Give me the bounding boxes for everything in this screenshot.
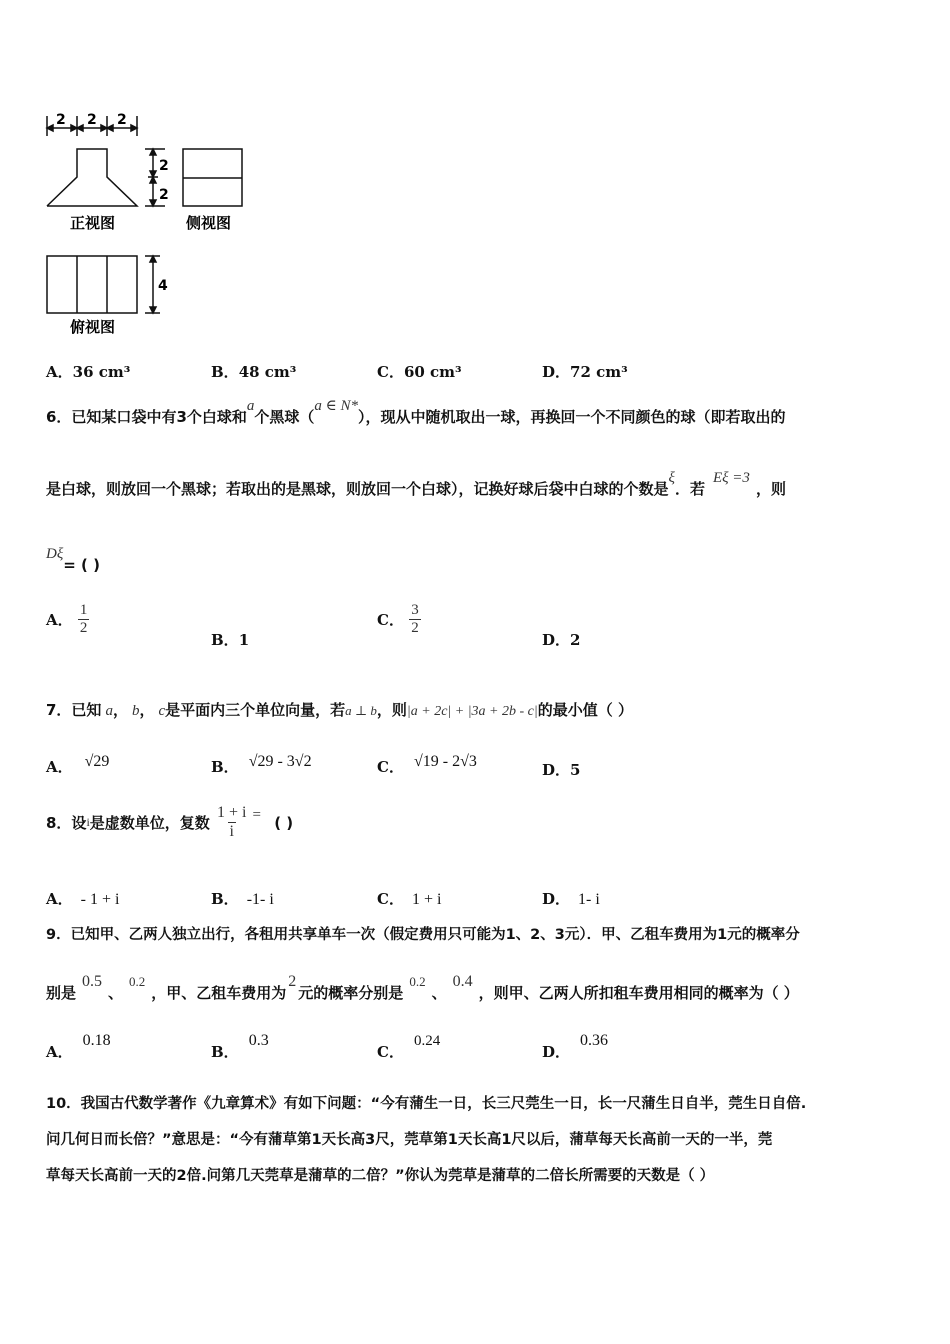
front-view <box>47 149 137 206</box>
q7-perp: a ⊥ b <box>345 703 377 718</box>
q8-numerator: 1 + i <box>217 804 247 821</box>
q6-option-c-letter: C． <box>377 611 404 629</box>
q9-option-c-text: 0.24 <box>413 1033 441 1049</box>
q10-text-1: 10．我国古代数学著作《九章算术》有如下问题：“今有蒲生一日，长三尺莞生一日，长一尺蒲生日自半，莞生日自倍. <box>46 1096 807 1112</box>
q8-option-d-letter: D． <box>542 890 571 908</box>
dim-side-1: 2 <box>159 158 169 174</box>
q7-option-b-text: √29 - 3√2 <box>248 753 312 770</box>
q6-option-b <box>211 629 249 650</box>
q6-condition: a ∈ N* <box>314 398 359 414</box>
q6-option-c-den: 2 <box>411 620 419 636</box>
q7-var-b: b <box>131 703 140 719</box>
side-view <box>183 149 242 206</box>
q9-option-b <box>211 1031 269 1062</box>
q9-text-2c: 元的概率分别是 <box>298 984 404 1002</box>
q5-option-d-text: 72 cm³ <box>570 363 628 381</box>
q9-text-2b: ，甲、乙租车费用为 <box>151 984 287 1002</box>
q9-line-2 <box>46 972 799 1003</box>
q8-option-d <box>542 888 600 909</box>
q10-line-1 <box>46 1092 806 1113</box>
q9-option-a-text: 0.18 <box>82 1032 111 1049</box>
q5-option-c-letter: C． <box>377 363 404 381</box>
dim-top-1: 2 <box>56 112 66 128</box>
q6-xi: ξ <box>668 470 675 486</box>
q9-option-c-letter: C． <box>377 1043 404 1061</box>
q5-option-a-letter: A． <box>46 363 73 381</box>
q6-option-c <box>377 602 421 637</box>
dim-top-view: 4 <box>158 278 168 294</box>
q8-option-c-letter: C． <box>377 890 404 908</box>
q9-option-b-text: 0.3 <box>248 1032 269 1049</box>
q9-text-2d: ，则甲、乙两人所扣租车费用相同的概率为（ ） <box>478 984 799 1002</box>
q5-option-c-text: 60 cm³ <box>403 363 462 381</box>
q7-expression: |a + 2c| + |3a + 2b - c| <box>406 704 538 719</box>
q6-option-b-text: 1 <box>238 631 250 649</box>
q6-text-2a: 是白球，则放回一个黑球；若取出的是黑球，则放回一个白球），记换好球后袋中白球的个数是 <box>46 480 669 498</box>
q6-option-a <box>46 602 89 637</box>
dim-top-2: 2 <box>87 112 97 128</box>
q6-text-1b: 个黑球（ <box>254 408 315 426</box>
q9-option-b-letter: B． <box>211 1043 239 1061</box>
three-view-figure <box>40 108 260 343</box>
q9-option-c <box>377 1031 440 1062</box>
q7-option-c-text: √19 - 2√3 <box>413 753 477 770</box>
q7-option-b-letter: B． <box>211 758 239 776</box>
q8-text-1: 8．设 <box>46 814 87 832</box>
q5-option-d <box>542 361 628 382</box>
q7-text-1: 7．已知 <box>46 701 102 719</box>
q9-option-d-letter: D． <box>542 1043 571 1061</box>
q10-text-2: 问几何日而长倍？”意思是：“今有蒲草第1天长高3尺，莞草第1天长高1尺以后，蒲草每天长高前一天的一半，莞 <box>46 1132 773 1148</box>
q5-option-a-text: 36 cm³ <box>72 363 131 381</box>
dim-side-2: 2 <box>159 187 169 203</box>
q6-text-1a: 6．已知某口袋中有3个白球和 <box>46 408 247 426</box>
q7-option-b <box>211 753 312 777</box>
q7-option-d-text: 5 <box>570 761 581 779</box>
q7-comma-2: ， <box>139 701 155 719</box>
q9-text-1: 9．已知甲、乙两人独立出行，各租用共享单车一次（假定费用只可能为1、2、3元）．甲、乙租车费用为1元的概率分 <box>46 927 800 943</box>
q5-option-c <box>377 361 462 382</box>
q8-option-d-text: 1- i <box>578 891 600 908</box>
q6-option-a-letter: A． <box>46 611 73 629</box>
q10-text-3: 草每天长高前一天的2倍.问第几天莞草是蒲草的二倍？”你认为莞草是蒲草的二倍长所需要的天数是（ ） <box>46 1168 715 1184</box>
q5-option-a <box>46 361 130 382</box>
q7-text-3: ，则 <box>376 701 407 719</box>
q8-option-c <box>377 888 441 909</box>
q6-variance: Dξ <box>46 546 64 562</box>
q9-option-a-letter: A． <box>46 1043 73 1061</box>
q7-var-c: c <box>158 703 166 719</box>
q8-var-i: i <box>86 815 90 829</box>
q9-val-2: 0.2 <box>129 974 146 989</box>
q6-option-c-fraction <box>409 602 421 637</box>
q8-option-b-text: -1- i <box>246 891 274 908</box>
dim-top-3: 2 <box>117 112 127 128</box>
q9-sep-2: 、 <box>431 984 447 1002</box>
q8-option-b-letter: B． <box>211 890 239 908</box>
q5-option-b-letter: B． <box>211 363 239 381</box>
q9-option-d <box>542 1031 608 1062</box>
q6-option-b-letter: B． <box>211 631 239 649</box>
q8-text-2: 是虚数单位，复数 <box>89 814 210 832</box>
q9-text-2a: 别是 <box>46 984 77 1002</box>
q6-text-2c: ，则 <box>755 480 786 498</box>
q7-option-d <box>542 759 580 780</box>
q9-val-1: 0.5 <box>82 973 103 990</box>
q9-val-4: 0.2 <box>409 974 426 989</box>
q10-line-3 <box>46 1164 714 1185</box>
q6-option-d-text: 2 <box>570 631 581 649</box>
q7-text-2: 是平面内三个单位向量，若 <box>165 701 346 719</box>
q7-option-d-letter: D． <box>542 761 571 779</box>
q6-text-2b: ．若 <box>674 480 705 498</box>
q9-val-3: 2 <box>288 973 297 990</box>
q6-option-a-den: 2 <box>79 620 88 636</box>
q7-var-a: a <box>105 703 113 719</box>
q5-option-d-letter: D． <box>542 363 571 381</box>
side-view-label: 侧视图 <box>186 214 232 232</box>
q6-option-a-num: 1 <box>79 602 88 618</box>
q8-option-a-letter: A． <box>46 890 73 908</box>
q6-line-3 <box>46 544 100 574</box>
q8-line <box>46 804 293 841</box>
q5-option-b-text: 48 cm³ <box>238 363 297 381</box>
q7-text-4: 的最小值（ ） <box>537 701 633 719</box>
q9-line-1 <box>46 923 800 944</box>
q6-option-d-letter: D． <box>542 631 571 649</box>
q8-fraction <box>215 804 248 841</box>
top-view <box>47 256 137 313</box>
q9-option-d-text: 0.36 <box>580 1032 609 1049</box>
q6-option-c-num: 3 <box>411 602 419 618</box>
q6-text-1c: ），现从中随机取出一球，再换回一个不同颜色的球（即若取出的 <box>358 408 786 426</box>
q7-option-c <box>377 753 477 777</box>
q9-val-5: 0.4 <box>452 973 473 990</box>
q7-comma-1: ， <box>112 701 128 719</box>
q9-sep: 、 <box>108 984 124 1002</box>
q6-option-a-fraction <box>78 602 90 637</box>
front-view-label: 正视图 <box>70 214 116 232</box>
q6-var-a: a <box>246 398 255 414</box>
q6-line-1 <box>46 396 786 427</box>
q8-option-a <box>46 888 119 909</box>
q8-denominator: i <box>229 823 234 840</box>
q8-option-c-text: 1 + i <box>411 891 442 908</box>
q6-expectation: Eξ =3 <box>712 470 750 486</box>
q7-option-a-text: √29 <box>84 753 110 770</box>
q7-option-a <box>46 753 109 777</box>
q8-option-b <box>211 888 274 909</box>
q10-line-2 <box>46 1128 772 1149</box>
q6-line-2 <box>46 468 786 499</box>
q7-option-c-letter: C． <box>377 758 404 776</box>
q5-option-b <box>211 361 296 382</box>
q9-option-a <box>46 1031 111 1062</box>
q8-equals: = <box>252 807 261 823</box>
q8-text-3: ( ) <box>274 813 294 832</box>
q7-line <box>46 699 633 720</box>
q8-option-a-text: - 1 + i <box>80 891 120 908</box>
top-view-label: 俯视图 <box>70 318 116 336</box>
q7-option-a-letter: A． <box>46 758 73 776</box>
q6-text-3: = ( ) <box>63 556 100 574</box>
q6-option-d <box>542 629 580 650</box>
